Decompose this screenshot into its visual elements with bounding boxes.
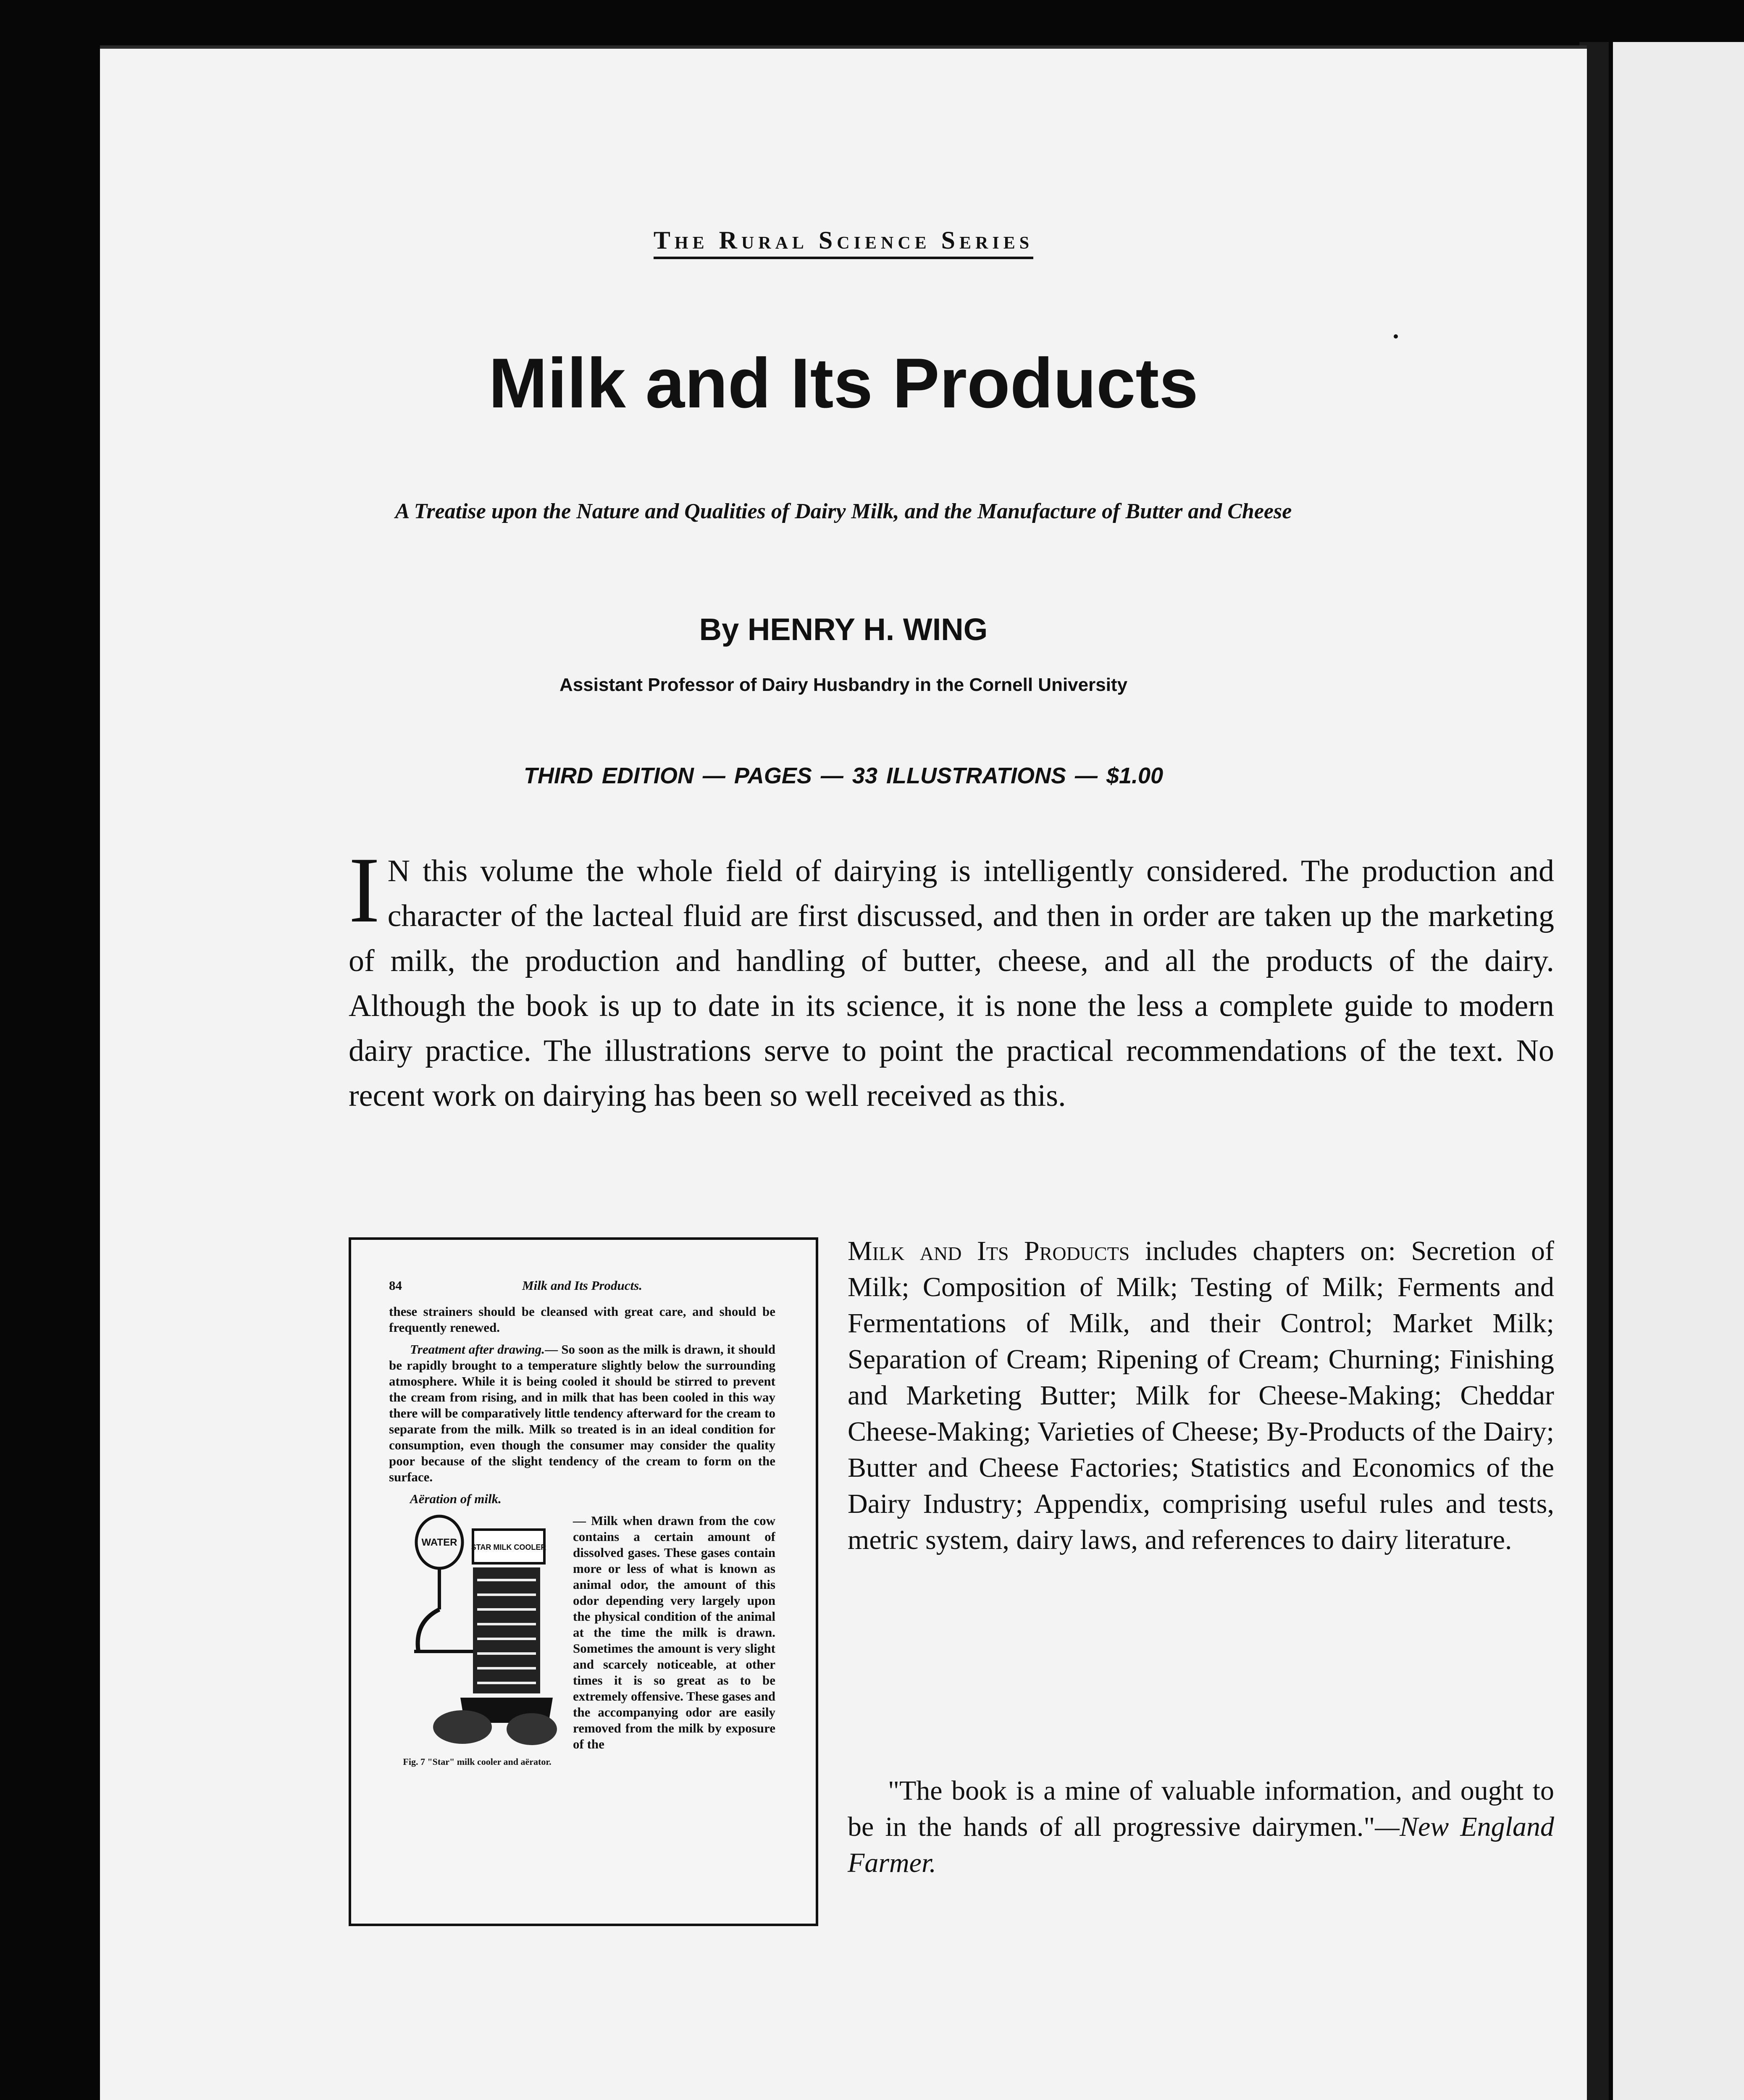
sample-page-body (389, 1278, 775, 1767)
intro-text: N this volume the whole field of dairying is intelligently considered. The production and character of the lacteal fluid are first discussed, and then in order are taken up the marketing of milk, the production and handling of butter, cheese, and all the products of the dairy. Although the book is up to date in its science, it is none the less a complete guide to modern dairy practice. The illustrations serve to point the practical recommendations of the text. No recent work on dairying has been so well received as this. (349, 854, 1554, 1113)
quote-source: —New England Farmer. (848, 1811, 1554, 1878)
milk-cooler-figure (389, 1513, 565, 1767)
sample-paragraph-2: Treatment after drawing.— So soon as the milk is drawn, it should be rapidly brought to a temperature slightly below the surrounding atmosphere. While it is being cooled it should be stirred to prevent the cream from rising, and in milk that has been cooled in this way there will be comparatively little tendency afterward for the cream to separate from the milk. Milk so treated is in an ideal condition for consumption, even though the consumer may consider the quality poor because of the slight tendency of the cream to form on the surface. (389, 1342, 775, 1484)
sample-heading-treatment: Treatment after drawing. (410, 1342, 545, 1357)
facing-page-edge (1613, 42, 1744, 2100)
author-affiliation: Assistant Professor of Dairy Husbandry in the Cornell University (559, 675, 1128, 695)
book-subtitle: A Treatise upon the Nature and Qualities of Dairy Milk, and the Manufacture of Butter and Cheese (395, 499, 1292, 523)
intro-paragraph (349, 838, 1554, 1118)
chapters-lead-title: Milk and Its Products (848, 1236, 1130, 1266)
quote-text: "The book is a mine of valuable information, and ought to be in the hands of all progressive dairymen." (848, 1775, 1554, 1842)
chapters-text: includes chapters on: Secretion of Milk; Composition of Milk; Testing of Milk; Ferments and Fermentations of Milk, and their Control; Market Milk; Separation of Cream; Ripening of Cream; Churning; Finishing and Marketing Butter; Milk for Cheese-Making; Cheddar Cheese-Making; Varieties of Cheese; By-Products of the Dairy; Butter and Cheese Factories; Statistics and Economics of the Dairy Industry; Appendix, comprising useful rules and tests, metric system, dairy laws, and references to dairy literature. (848, 1236, 1554, 1555)
sample-page-illustration (349, 1237, 818, 1926)
edition-info: THIRD EDITION — PAGES — 33 ILLUSTRATIONS — $1.00 (523, 763, 1164, 788)
drop-cap: I (349, 838, 380, 942)
figure-caption: Fig. 7 "Star" milk cooler and aërator. (403, 1756, 552, 1767)
author-line: By HENRY H. WING (699, 612, 988, 647)
sample-page-number: 84 (389, 1278, 402, 1293)
review-quote (848, 1773, 1554, 1881)
sample-figure-wrap (389, 1513, 775, 1767)
book-title: Milk and Its Products (489, 344, 1198, 423)
sample-running-head: Milk and Its Products. (522, 1278, 642, 1293)
figure-water-label: WATER (421, 1537, 457, 1548)
scanned-page (100, 45, 1587, 2100)
scan-speck (1394, 334, 1398, 339)
milk-cooler-drawing (389, 1513, 565, 1756)
sample-paragraph-3-lead (389, 1491, 775, 1507)
series-heading: The Rural Science Series (100, 226, 1587, 255)
sample-heading-aeration: Aëration of milk. (410, 1491, 502, 1506)
chapters-paragraph (848, 1233, 1554, 1558)
sample-paragraph-3-text: — Milk when drawn from the cow contains a certain amount of dissolved gases. These gases contain more or less of what is known as animal odor, the amount of this odor depending very largely upon the physical condition of the animal at the time the milk is drawn. Sometimes the amount is very slight and scarcely noticeable, at other times it is so great as to be extremely offensive. These gases and the accompanying odor are easily removed from the milk by exposure of the (573, 1513, 775, 1751)
sample-paragraph-1: these strainers should be cleansed with great care, and should be frequently renewed. (389, 1304, 775, 1335)
sample-page-header (389, 1278, 775, 1294)
figure-cooler-label: STAR MILK COOLER (471, 1543, 546, 1551)
